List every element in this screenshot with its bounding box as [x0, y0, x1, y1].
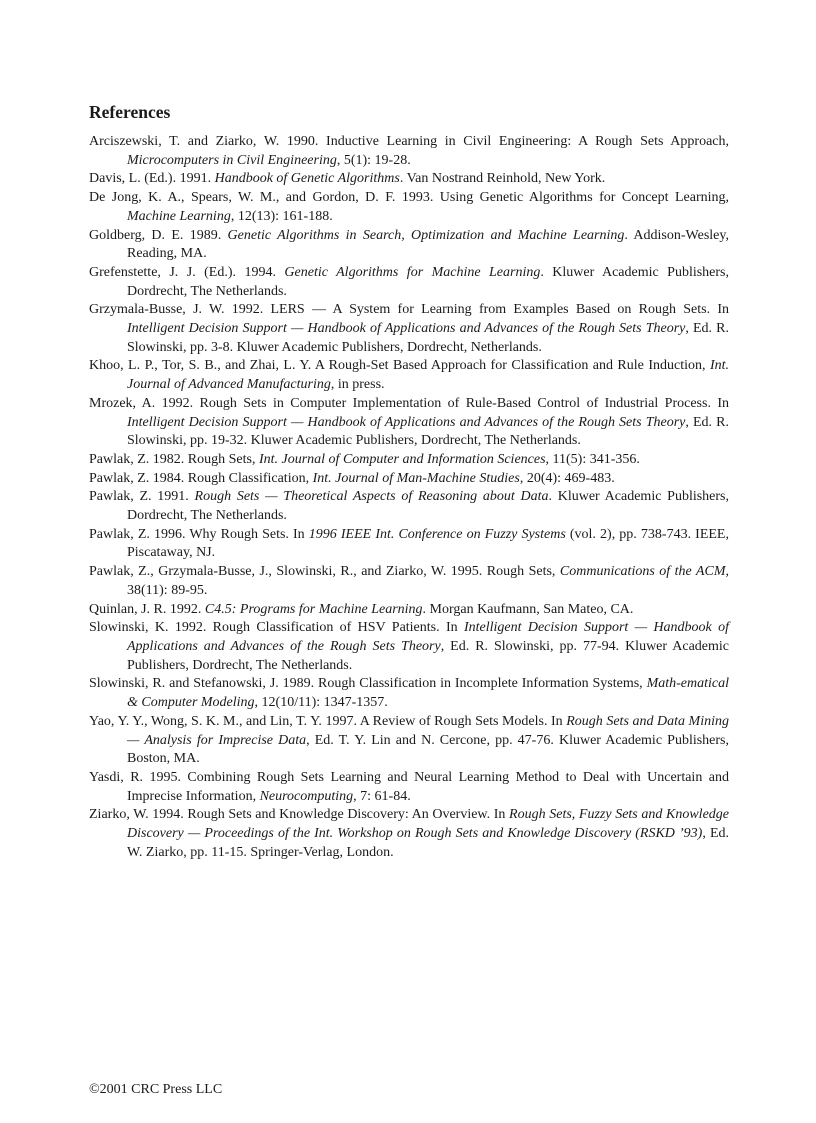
reference-entry	[89, 264, 729, 301]
reference-entry	[89, 227, 729, 264]
reference-text: , 38(11): 89-95.	[127, 564, 729, 598]
reference-title-italic: Intelligent Decision Support — Handbook of Applications and Advances of the Rough Sets Theory	[127, 414, 686, 430]
reference-list	[89, 133, 729, 862]
reference-title-italic: Genetic Algorithms for Machine Learning	[284, 264, 541, 280]
reference-text: Quinlan, J. R. 1992.	[89, 601, 205, 617]
references-heading: References	[89, 102, 171, 122]
reference-entry	[89, 357, 729, 394]
reference-text: . Morgan Kaufmann, San Mateo, CA.	[422, 601, 634, 617]
reference-title-italic: Int. Journal of Advanced Manufacturing	[127, 358, 729, 393]
reference-title-italic: Microcomputers in Civil Engineering	[127, 152, 337, 168]
reference-text: Slowinski, K. 1992. Rough Classification of HSV Patients. In	[89, 620, 464, 636]
reference-title-italic: Handbook of Genetic Algorithms	[214, 171, 400, 187]
reference-text: Khoo, L. P., Tor, S. B., and Zhai, L. Y. A Rough-Set Based Approach for Classification and Rule Induction,	[89, 358, 710, 374]
reference-text: , Ed. T. Y. Lin and N. Cercone, pp. 47-76. Kluwer Academic Publishers, Boston, MA.	[127, 732, 729, 767]
reference-entry	[89, 189, 729, 226]
reference-text: Pawlak, Z. 1996. Why Rough Sets. In	[89, 526, 309, 542]
reference-text: , Ed. W. Ziarko, pp. 11-15. Springer-Verlag, London.	[127, 826, 729, 860]
reference-entry	[89, 675, 729, 712]
reference-entry	[89, 170, 729, 189]
reference-text: , 20(4): 469-483.	[519, 470, 615, 486]
reference-text: Ziarko, W. 1994. Rough Sets and Knowledge Discovery: An Overview. In	[89, 807, 510, 823]
reference-text: Goldberg, D. E. 1989.	[89, 227, 228, 243]
reference-entry	[89, 526, 729, 563]
reference-text: , 12(13): 161-188.	[230, 208, 333, 224]
reference-title-italic: Intelligent Decision Support — Handbook of Applications and Advances of the Rough Sets Theory	[127, 620, 729, 654]
reference-text: , in press.	[330, 377, 385, 393]
reference-text: Pawlak, Z. 1991.	[89, 489, 195, 505]
reference-text: . Kluwer Academic Publishers, Dordrecht, The Netherlands.	[127, 264, 729, 299]
reference-text: Pawlak, Z. 1984. Rough Classification,	[89, 470, 313, 486]
reference-text: Mrozek, A. 1992. Rough Sets in Computer Implementation of Rule-Based Control of Industrial Process. In	[89, 395, 729, 411]
reference-text: Slowinski, R. and Stefanowski, J. 1989. Rough Classification in Incomplete Information Systems,	[89, 676, 647, 692]
reference-title-italic: 1996 IEEE Int. Conference on Fuzzy Systems	[308, 526, 566, 542]
reference-entry	[89, 769, 729, 806]
reference-text: , 11(5): 341-356.	[545, 451, 640, 467]
reference-title-italic: Rough Sets — Theoretical Aspects of Reasoning about Data	[194, 489, 549, 505]
reference-entry	[89, 619, 729, 675]
reference-title-italic: Int. Journal of Computer and Information Sciences	[258, 451, 546, 467]
reference-entry	[89, 133, 729, 170]
copyright-footer: ©2001 CRC Press LLC	[89, 1082, 223, 1097]
reference-title-italic: Intelligent Decision Support — Handbook of Applications and Advances of the Rough Sets Theory	[127, 321, 686, 337]
page-content	[89, 100, 729, 862]
reference-entry	[89, 601, 729, 620]
reference-title-italic: Int. Journal of Man-Machine Studies	[312, 470, 520, 486]
reference-text: (vol. 2), pp. 738-743. IEEE, Piscataway, NJ.	[127, 526, 729, 561]
reference-title-italic: C4.5: Programs for Machine Learning	[204, 601, 423, 617]
reference-text: Yasdi, R. 1995. Combining Rough Sets Learning and Neural Learning Method to Deal with Uncertain and Imprecise Information,	[89, 769, 729, 804]
reference-text: , Ed. R. Slowinski, pp. 3-8. Kluwer Academic Publishers, Dordrecht, Netherlands.	[127, 321, 729, 355]
reference-title-italic: Rough Sets and Data Mining — Analysis for Imprecise Data	[127, 713, 729, 748]
reference-text: , 7: 61-84.	[353, 788, 411, 804]
reference-entry	[89, 488, 729, 525]
reference-entry	[89, 395, 729, 451]
reference-text: . Addison-Wesley, Reading, MA.	[127, 227, 729, 262]
reference-text: . Kluwer Academic Publishers, Dordrecht, The Netherlands.	[127, 489, 730, 524]
reference-text: . Van Nostrand Reinhold, New York.	[399, 171, 606, 187]
reference-text: Grefenstette, J. J. (Ed.). 1994.	[89, 264, 285, 280]
reference-title-italic: Neurocomputing	[259, 788, 354, 804]
reference-text: Yao, Y. Y., Wong, S. K. M., and Lin, T. Y. 1997. A Review of Rough Sets Models. In	[89, 713, 567, 729]
reference-text: Pawlak, Z., Grzymala-Busse, J., Slowinski, R., and Ziarko, W. 1995. Rough Sets,	[89, 564, 560, 580]
reference-text: , 12(10/11): 1347-1357.	[254, 695, 388, 711]
reference-entry	[89, 563, 729, 600]
reference-text: , 5(1): 19-28.	[336, 152, 411, 168]
reference-text: De Jong, K. A., Spears, W. M., and Gordon, D. F. 1993. Using Genetic Algorithms for Concept Learning,	[89, 190, 729, 206]
reference-title-italic: Math-ematical & Computer Modeling	[127, 676, 729, 711]
reference-entry	[89, 470, 729, 489]
reference-text: Pawlak, Z. 1982. Rough Sets,	[89, 451, 259, 467]
reference-title-italic: Communications of the ACM	[559, 564, 726, 580]
reference-text: Grzymala-Busse, J. W. 1992. LERS — A System for Learning from Examples Based on Rough Sets. In	[89, 302, 729, 318]
reference-title-italic: Machine Learning	[127, 208, 231, 224]
reference-text: Arciszewski, T. and Ziarko, W. 1990. Inductive Learning in Civil Engineering: A Rough Sets Approach,	[89, 134, 729, 149]
reference-title-italic: Rough Sets, Fuzzy Sets and Knowledge Discovery — Proceedings of the Int. Workshop on Rough Sets and Knowledge Discovery (RSKD ’93)	[127, 807, 729, 842]
reference-text: , Ed. R. Slowinski, pp. 77-94. Kluwer Academic Publishers, Dordrecht, The Netherlands.	[127, 638, 730, 673]
reference-title-italic: Genetic Algorithms in Search, Optimization and Machine Learning	[227, 227, 625, 243]
reference-text: , Ed. R. Slowinski, pp. 19-32. Kluwer Academic Publishers, Dordrecht, The Netherlands.	[127, 414, 729, 449]
reference-entry	[89, 451, 729, 470]
reference-entry	[89, 301, 729, 357]
reference-entry	[89, 806, 729, 862]
reference-text: Davis, L. (Ed.). 1991.	[89, 171, 215, 187]
reference-entry	[89, 713, 729, 769]
